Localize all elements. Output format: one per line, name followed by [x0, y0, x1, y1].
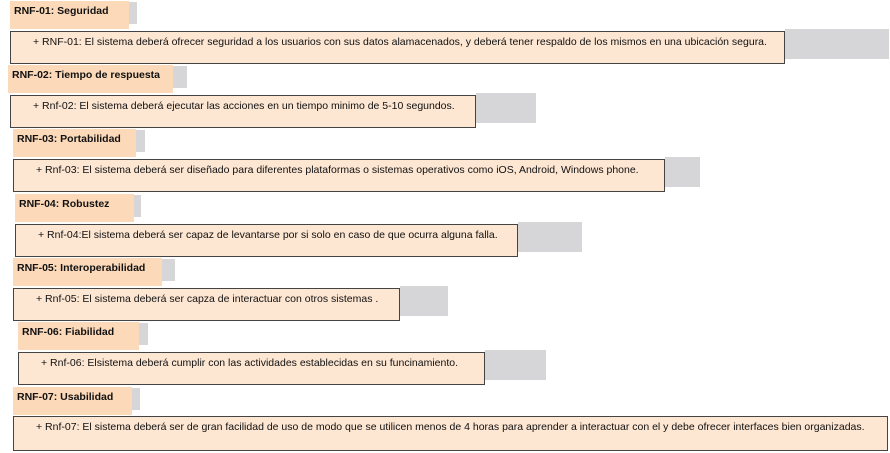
- requirement-description-rnf-06: + Rnf-06: Elsistema deberá cumplir con las actividades establecidas en su funcinamiento.: [18, 352, 485, 385]
- title-shadow: [129, 2, 137, 24]
- requirement-title-rnf-06: RNF-06: Fiabilidad: [18, 322, 139, 350]
- title-shadow: [134, 195, 141, 217]
- requirement-description-rnf-04: + Rnf-04:El sistema deberá ser capaz de levantarse por si solo en caso de que ocurra alguna falla.: [15, 224, 518, 257]
- description-shadow: [400, 286, 448, 316]
- requirement-title-rnf-05: RNF-05: Interoperabilidad: [13, 258, 162, 286]
- requirement-description-rnf-02: + Rnf-02: El sistema deberá ejecutar las acciones en un tiempo minimo de 5-10 segundos.: [10, 95, 476, 128]
- requirement-description-rnf-07: + Rnf-07: El sistema deberá ser de gran facilidad de uso de modo que se utilicen menos de 4 horas para aprender a interactuar con el y debe ofrecer interfaces bien organizadas.: [13, 416, 888, 451]
- requirement-description-rnf-05: + Rnf-05: El sistema deberá ser capza de interactuar con otros sistemas .: [13, 288, 400, 321]
- title-shadow: [139, 323, 148, 345]
- description-shadow: [785, 29, 889, 59]
- requirement-description-rnf-03: + Rnf-03: El sistema deberá ser diseñado para diferentes plataformas o sistemas operativos como iOS, Android, Windows phone.: [13, 159, 665, 192]
- title-shadow: [173, 66, 187, 88]
- description-shadow: [485, 350, 546, 380]
- description-shadow: [476, 93, 536, 123]
- title-shadow: [132, 388, 140, 410]
- requirement-title-rnf-01: RNF-01: Seguridad: [10, 1, 129, 29]
- requirement-title-rnf-02: RNF-02: Tiempo de respuesta: [8, 65, 173, 93]
- title-shadow: [136, 130, 145, 152]
- description-shadow: [518, 222, 582, 252]
- requirement-title-rnf-03: RNF-03: Portabilidad: [13, 129, 136, 157]
- description-shadow: [665, 157, 700, 187]
- requirement-title-rnf-04: RNF-04: Robustez: [15, 194, 134, 222]
- title-shadow: [162, 259, 175, 281]
- requirement-title-rnf-07: RNF-07: Usabilidad: [13, 387, 132, 415]
- requirement-description-rnf-01: + RNF-01: El sistema deberá ofrecer seguridad a los usuarios con sus datos alamacenados, y deberá tener respaldo de los mismos en una ubicación segura.: [10, 31, 785, 64]
